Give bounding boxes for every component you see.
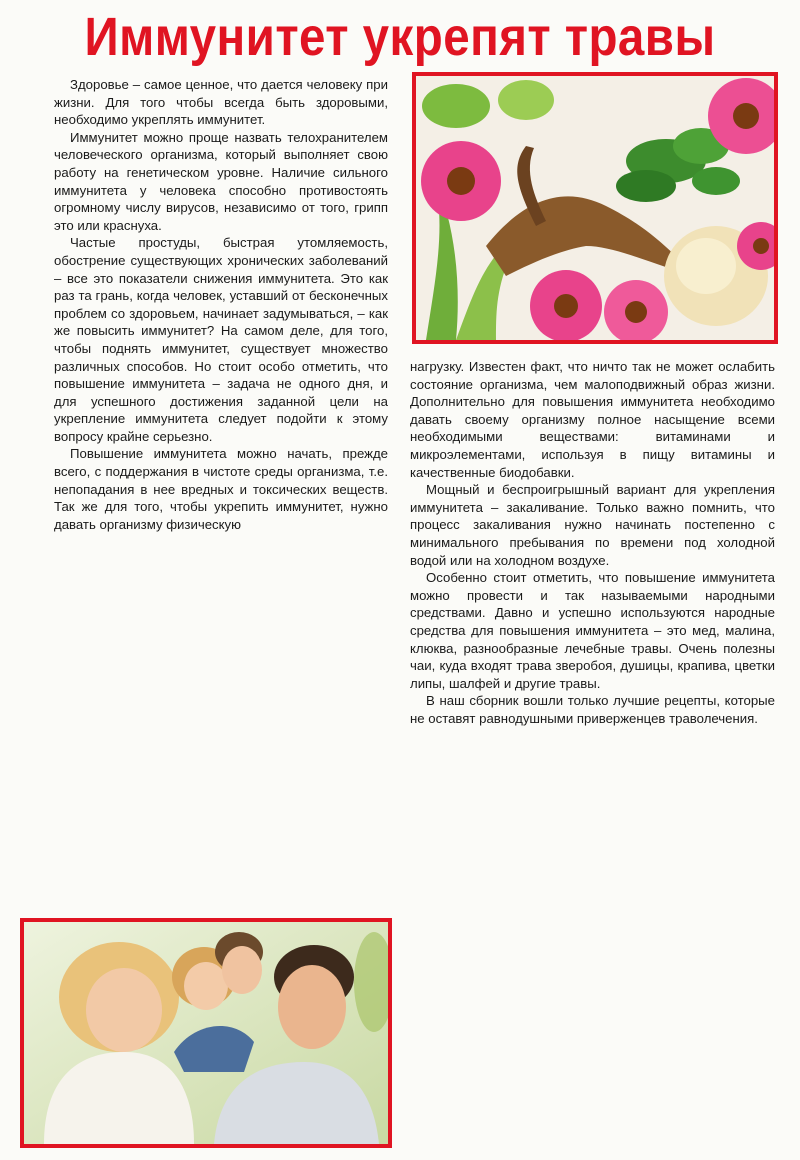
paragraph: Здоровье – самое ценное, что дается человеку при жизни. Для того чтобы всегда быть здоровыми, необходимо укреплять иммунитет.	[54, 77, 388, 128]
paragraph: нагрузку. Известен факт, что ничто так не может ослабить состояние организма, чем малоподвижный образ жизни. Дополнительно для повышения иммунитета необходимо давать своему организму полное насыщение всеми необходимыми веществами: витаминами и микроэлементами, используя в пищу витамины и качественные биодобавки.	[410, 359, 775, 480]
right-text-column	[410, 358, 775, 727]
paragraph: Частые простуды, быстрая утомляемость, обострение существующих хронических заболеваний – все это показатели снижения иммунитета. Это как раз та грань, когда человек, уставший от бесконечных проблем со здоровьем, начинает задумываться, – как же повысить иммунитет? На самом деле, для того, чтобы поднять иммунитет, существует множество различных способов. Но стоит особо отметить, что повышение иммунитета – задача не одного дня, и для успешного достижения заданной цели на укрепление иммунитета следует подойти к этому вопросу крайне серьезно.	[54, 235, 388, 444]
herbs-photo	[412, 72, 778, 344]
paragraph: Особенно стоит отметить, что повышение иммунитета можно провести и так называемыми народными средствами. Давно и успешно используются народные средства для повышения иммунитета – это мед, малина, клюква, разнообразные лечебные травы. Очень полезны чаи, куда входят трава зверобоя, душицы, крапива, цветки липы, шалфей и другие травы.	[410, 570, 775, 691]
left-text-column	[54, 76, 388, 533]
herbs-illustration	[416, 76, 774, 340]
paragraph: Мощный и беспроигрышный вариант для укрепления иммунитета – закаливание. Только важно помнить, что процесс закаливания нужно начинать постепенно с минимального пребывания по времени под холодной водой или на холодном воздухе.	[410, 482, 775, 568]
page-title: Иммунитет укрепят травы	[84, 7, 716, 67]
paragraph: Иммунитет можно проще назвать телохранителем человеческого организма, который выполняет свою работу на генетическом уровне. Наличие сильного иммунитета у человека способно противостоять огромному числу вирусов, независимо от того, грипп это или краснуха.	[54, 129, 388, 233]
paragraph: Повышение иммунитета можно начать, прежде всего, с поддержания в чистоте среды организма, т.е. непопадания в нее вредных и токсических веществ. Так же для того, чтобы укрепить иммунитет, нужно давать организму физическую	[54, 446, 388, 532]
paragraph: В наш сборник вошли только лучшие рецепты, которые не оставят равнодушными приверженцев траволечения.	[410, 693, 775, 726]
family-photo	[20, 918, 392, 1148]
family-illustration	[24, 922, 388, 1144]
